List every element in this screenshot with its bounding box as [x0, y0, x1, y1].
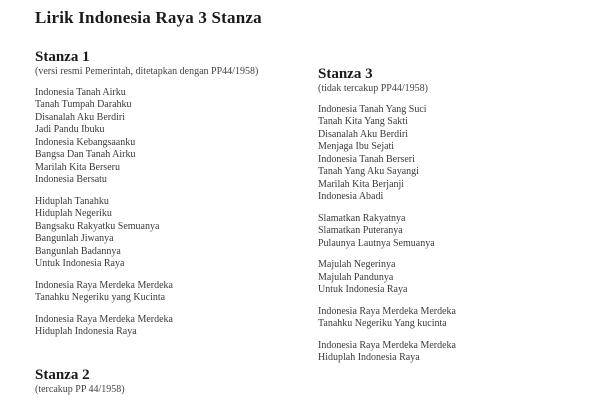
- lyric-line: Hiduplah Negeriku: [35, 208, 112, 219]
- lyric-line: Indonesia Tanah Airku: [35, 86, 126, 98]
- verse: [318, 213, 578, 251]
- verse: [318, 104, 578, 204]
- right-column: [318, 65, 578, 374]
- stanza-heading: Stanza 1: [35, 49, 90, 65]
- lyric-line: Indonesia Tanah Berseri: [318, 153, 415, 165]
- verse: [35, 87, 295, 187]
- left-column: [35, 48, 295, 348]
- lyric-line: Menjaga Ibu Sejati: [318, 141, 395, 152]
- lyric-line: Slamatkan Rakyatnya: [318, 212, 406, 224]
- lyric-line: Disanalah Aku Berdiri: [318, 128, 408, 140]
- lyric-line: Hiduplah Tanahku: [35, 195, 109, 207]
- lyric-line: Indonesia Raya Merdeka Merdeka: [35, 313, 173, 325]
- stanza-note: (tercakup PP 44/1958): [35, 384, 125, 395]
- lyric-line: Indonesia Kebangsaanku: [35, 136, 136, 148]
- verse: [35, 314, 295, 339]
- lyric-line: Tanah Kita Yang Sakti: [318, 116, 408, 127]
- lyric-line: Bangsaku Rakyatku Semuanya: [35, 220, 160, 232]
- lyric-line: Indonesia Raya Merdeka Merdeka: [318, 305, 456, 317]
- lyric-line: Bangsa Dan Tanah Airku: [35, 149, 136, 160]
- lyric-line: Indonesia Raya Merdeka Merdeka: [318, 339, 456, 351]
- stanza-heading: Stanza 3: [318, 66, 373, 82]
- lyric-line: Hiduplah Indonesia Raya: [318, 352, 420, 363]
- lyric-line: Hiduplah Indonesia Raya: [35, 326, 137, 337]
- lyric-line: Tanah Tumpah Darahku: [35, 99, 132, 110]
- stanza-note: (tidak tercakup PP44/1958): [318, 83, 428, 94]
- lyric-line: Marilah Kita Berseru: [35, 161, 120, 173]
- lyric-line: Tanahku Negeriku Yang kucinta: [318, 318, 447, 329]
- lyric-line: Tanahku Negeriku yang Kucinta: [35, 292, 166, 303]
- lyric-line: Slamatkan Puteranya: [318, 225, 403, 236]
- stanza-3: [318, 65, 578, 365]
- lyric-line: Tanah Yang Aku Sayangi: [318, 166, 419, 177]
- lyric-line: Bangunlah Jiwanya: [35, 233, 114, 244]
- stanza-note: (versi resmi Pemerintah, ditetapkan dengan PP44/1958): [35, 66, 259, 77]
- page-title: Lirik Indonesia Raya 3 Stanza: [35, 8, 262, 27]
- lyric-line: Majulah Negerinya: [318, 259, 396, 270]
- lyric-line: Majulah Pandunya: [318, 271, 394, 283]
- lyric-line: Disanalah Aku Berdiri: [35, 111, 125, 123]
- lyric-line: Jadi Pandu Ibuku: [35, 124, 105, 135]
- lyric-line: Pulaunya Lautnya Semuanya: [318, 237, 435, 249]
- stanza-1: [35, 48, 295, 339]
- verse: [35, 196, 295, 271]
- stanza-2: [35, 366, 125, 397]
- lyric-line: Marilah Kita Berjanji: [318, 178, 405, 190]
- lyric-line: Bangunlah Badannya: [35, 245, 121, 257]
- verse: [318, 306, 578, 331]
- lyric-line: Indonesia Raya Merdeka Merdeka: [35, 279, 173, 291]
- lyric-line: Indonesia Bersatu: [35, 174, 107, 185]
- lyric-line: Untuk Indonesia Raya: [35, 258, 125, 269]
- lyric-line: Indonesia Tanah Yang Suci: [318, 103, 427, 115]
- lyric-line: Indonesia Abadi: [318, 191, 384, 202]
- verse: [35, 280, 295, 305]
- verse: [318, 259, 578, 297]
- stanza-heading: Stanza 2: [35, 367, 90, 383]
- lyric-line: Untuk Indonesia Raya: [318, 284, 408, 295]
- verse: [318, 340, 578, 365]
